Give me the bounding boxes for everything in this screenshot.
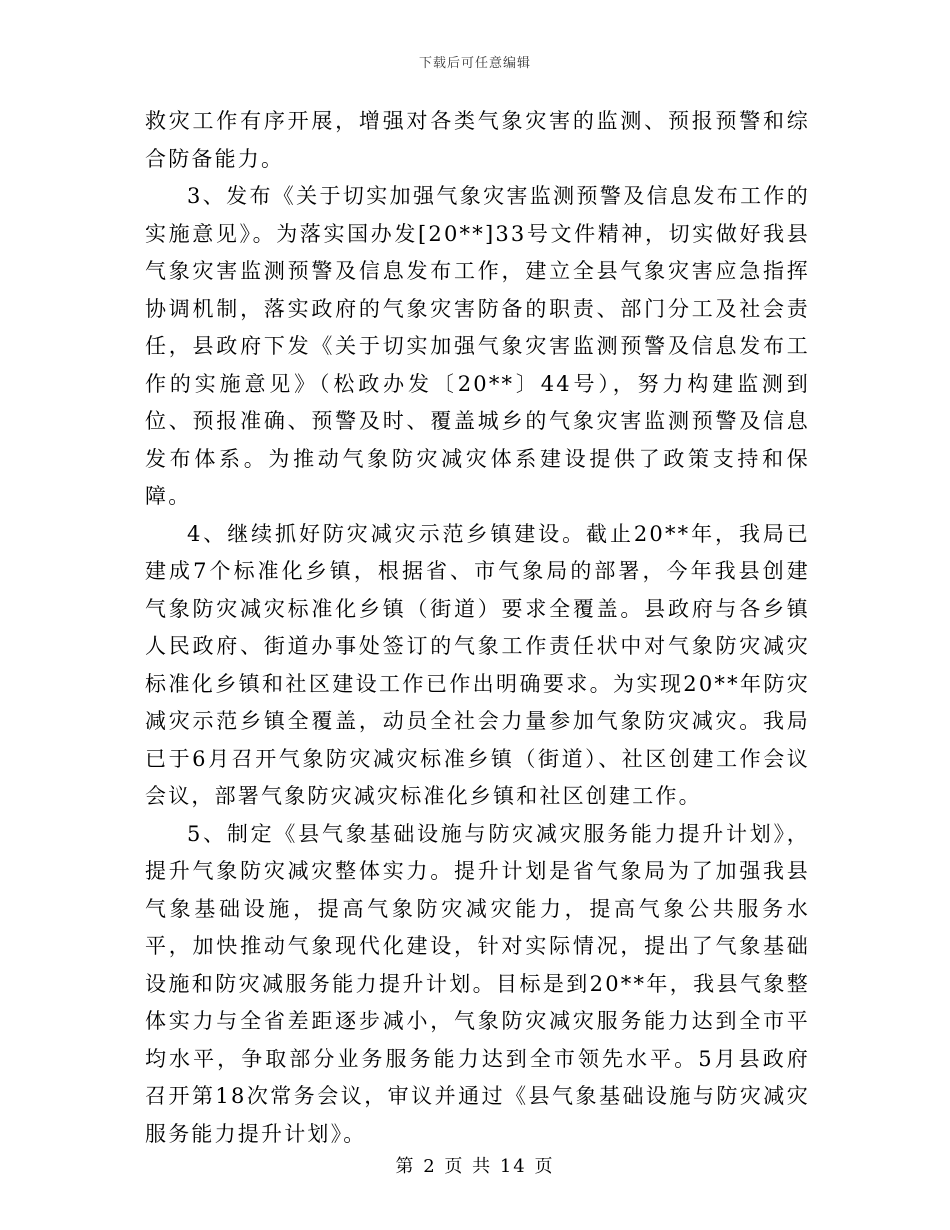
paragraph-item-4: 4、继续抓好防灾减灾示范乡镇建设。截止20**年，我局已建成7个标准化乡镇，根据省、市气象局的部署，今年我县创建气象防灾减灾标准化乡镇（街道）要求全覆盖。县政府与各乡镇人民政府、街道办事处签订的气象工作责任状中对气象防灾减灾标准化乡镇和社区建设工作已作出明确要求。为实现20**年防灾减灾示范乡镇全覆盖，动员全社会力量参加气象防灾减灾。我局已于6月召开气象防灾减灾标准乡镇（街道）、社区创建工作会议会议，部署气象防灾减灾标准化乡镇和社区创建工作。 [145, 521, 810, 808]
page-number-footer: 第 2 页 共 14 页 [395, 1156, 555, 1177]
document-body [145, 103, 810, 1153]
paragraph-item-5: 5、制定《县气象基础设施与防灾减灾服务能力提升计划》，提升气象防灾减灾整体实力。提升计划是省气象局为了加强我县气象基础设施，提高气象防灾减灾能力，提高气象公共服务水平，加快推动气象现代化建设，针对实际情况，提出了气象基础设施和防灾减服务能力提升计划。目标是到20**年，我县气象整体实力与全省差距逐步减小，气象防灾减灾服务能力达到全市平均水平，争取部分业务服务能力达到全市领先水平。5月县政府召开第18次常务会议，审议并通过《县气象基础设施与防灾减灾服务能力提升计划》。 [145, 821, 810, 1146]
paragraph-item-3: 3、发布《关于切实加强气象灾害监测预警及信息发布工作的实施意见》。为落实国办发[20**]33号文件精神，切实做好我县气象灾害监测预警及信息发布工作，建立全县气象灾害应急指挥协调机制，落实政府的气象灾害防备的职责、部门分工及社会责任，县政府下发《关于切实加强气象灾害监测预警及信息发布工作的实施意见》（松政办发〔20**〕44号），努力构建监测到位、预报准确、预警及时、覆盖城乡的气象灾害监测预警及信息发布体系。为推动气象防灾减灾体系建设提供了政策支持和保障。 [145, 184, 810, 508]
page-header: 下载后可任意编辑 [418, 56, 531, 71]
paragraph-continuation: 救灾工作有序开展，增强对各类气象灾害的监测、预报预警和综合防备能力。 [145, 109, 810, 171]
